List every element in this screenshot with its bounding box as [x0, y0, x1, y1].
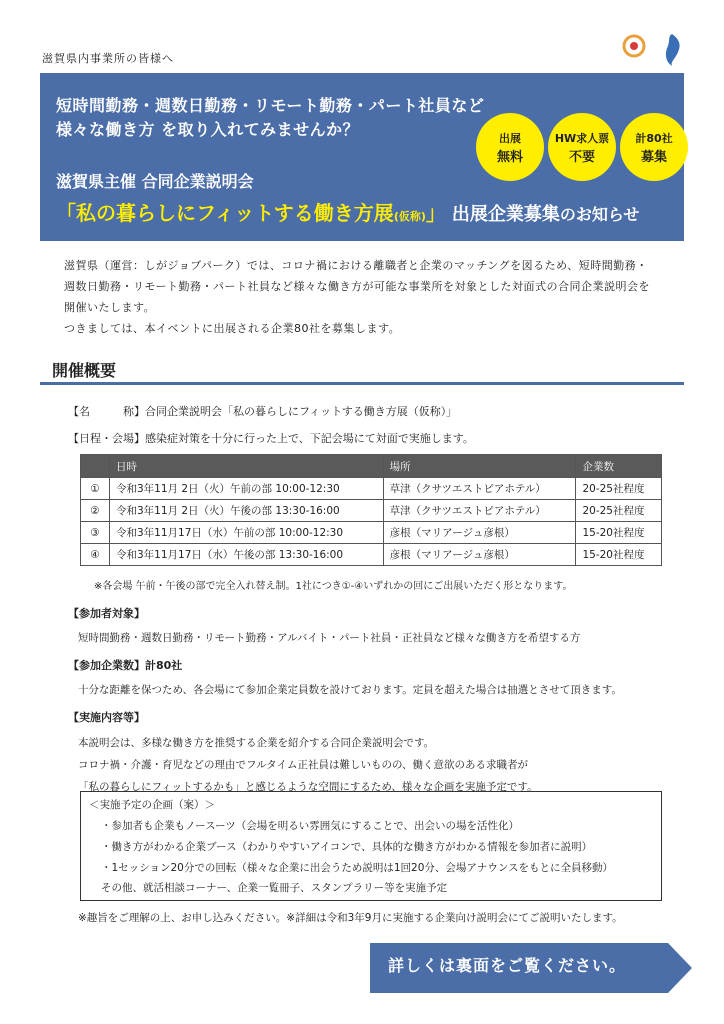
table-row: ① 令和3年11月 2日（火）午前の部 10:00-12:30 草津（クサツエストピアホテル） 20-25社程度: [81, 478, 662, 500]
companies-text: 十分な距離を保つため、各会場にて参加企業定員数を設けております。定員を超えた場合は抽選とさせて頂きます。: [78, 684, 622, 696]
schedule-row: 【日程・会場】感染症対策を十分に行った上で、下記会場にて対面で実施します。: [68, 432, 474, 445]
table-note: ※各会場 午前・午後の部で完全入れ替え制。1社につき①-④いずれかの回にご出展いただく形となります。: [94, 581, 573, 592]
event-name-row: 【名 称】合同企業説明会「私の暮らしにフィットする働き方展（仮称）」: [68, 405, 458, 418]
no-hw-job-form-badge: HW求人票 不要: [548, 113, 616, 181]
table-row: ③ 令和3年11月17日（水）午前の部 10:00-12:30 彦根（マリアージュ彦根） 15-20社程度: [81, 522, 662, 544]
schedule-table: [80, 454, 662, 566]
table-header-row: 日時 場所 企業数: [81, 455, 662, 478]
participants-heading: 【参加者対象】: [68, 607, 145, 620]
free-exhibit-badge: 出展 無料: [476, 113, 544, 181]
plan-item: ・参加者も企業もノースーツ（会場を明るい雰囲気にすることで、出会いの場を活性化）: [101, 820, 520, 832]
see-back-label: 詳しくは裏面をご覧ください。: [388, 956, 627, 975]
greeting-text: 滋賀県内事業所の皆様へ: [42, 52, 174, 65]
content-heading: 【実施内容等】: [68, 711, 145, 724]
recruit-80-companies-badge: 計80社 募集: [620, 113, 688, 181]
shiga-prefecture-logo-icon: [666, 34, 680, 66]
banner-organizer: 滋賀県主催 合同企業説明会: [56, 172, 254, 191]
content-text: 本説明会は、多様な働き方を推奨する企業を紹介する合同企業説明会です。 コロナ禍・介護・育児などの理由でフルタイム正社員は難しいものの、働く意欲のある求職者が 「私の暮らしにフィットするかも」と感じるような空間にするため、様々な企画を実施予定です。: [78, 737, 538, 793]
plan-item: ・働き方がわかる企業ブース（わかりやすいアイコンで、具体的な働き方がわかる情報を参加者に説明）: [101, 841, 593, 853]
companies-heading: 【参加企業数】計80社: [68, 659, 183, 672]
banner-lead-line-1: 短時間勤務・週数日勤務・リモート勤務・パート社員など: [56, 96, 485, 115]
closing-note: ※趣旨をご理解の上、お申し込みください。※詳細は令和3年9月に実施する企業向け説明会にてご説明いたします。: [78, 912, 623, 924]
plan-item: その他、就活相談コーナー、企業一覧冊子、スタンプラリー等を実施予定: [101, 882, 448, 894]
table-row: ② 令和3年11月 2日（火）午後の部 13:30-16:00 草津（クサツエストピアホテル） 20-25社程度: [81, 500, 662, 522]
section-divider: [40, 382, 684, 385]
planned-activities-box: [80, 791, 662, 901]
intro-paragraph: 滋賀県（運営：しがジョブパーク）では、コロナ禍における離職者と企業のマッチングを図るため、短時間勤務・ 週数日勤務・リモート勤務・パート社員など様々な働き方が可能な事業所を対象とした対面式の合同企業説明会を 開催いたします。 つきましては、本イベントに出展される企業80社を募集します。: [64, 259, 651, 335]
plan-box-title: ＜実施予定の企画（案）＞: [89, 799, 215, 811]
table-row: ④ 令和3年11月17日（水）午後の部 13:30-16:00 彦根（マリアージュ彦根） 15-20社程度: [81, 544, 662, 566]
participants-text: 短時間勤務・週数日勤務・リモート勤務・アルバイト・パート社員・正社員など様々な働き方を希望する方: [78, 632, 581, 644]
organizer-logos: [612, 28, 692, 68]
section-title: 開催概要: [52, 361, 117, 380]
banner-lead-line-2: 様々な働き方 を取り入れてみませんか？: [56, 120, 360, 139]
banner-event-title: 「私の暮らしにフィットする働き方展(仮称)」 出展企業募集のお知らせ: [56, 201, 640, 225]
event-banner: [40, 73, 684, 241]
plan-item: ・1セッション20分での回転（様々な企業に出会うため説明は1回20分、会場アナウンスをもとに全員移動）: [101, 862, 614, 874]
